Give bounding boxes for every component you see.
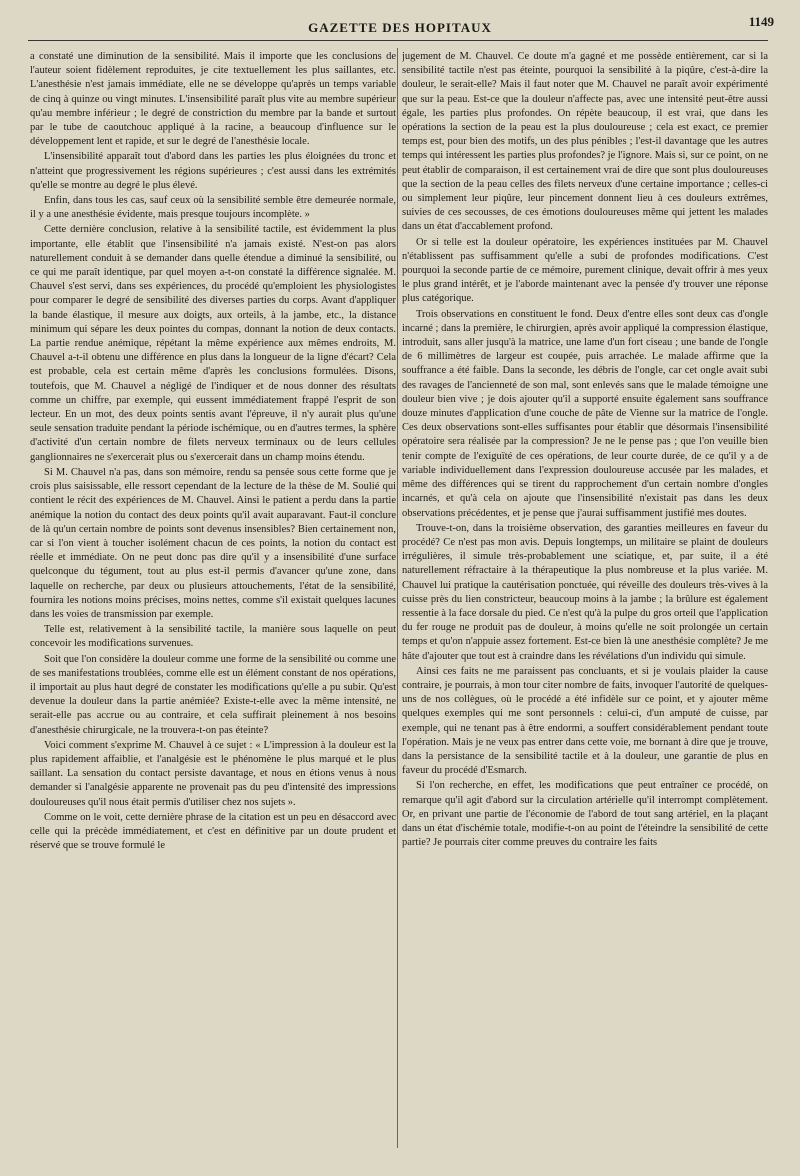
- paragraph: a constaté une diminution de la sensibilité. Mais il importe que les conclusions de l'auteur soient fidèlement reproduites, je cite textuellement les plus saillantes, etc. L'anesthésie n'est jamais immédiate, elle ne se développe qu'après un temps variable de cinq à quinze ou vingt minutes. L'insensibilité paraît plus vite au membre supérieur qu'au membre inférieur ; le degré de constriction du membre par la bande et surtout par le tube de caoutchouc appliqué à la racine, a beaucoup d'influence sur le développement lent et rapide, et sur le degré de l'anesthésie locale.: [30, 51, 396, 148]
- paragraph: Comme on le voit, cette dernière phrase de la citation est un peu en désaccord avec celle qui la précède immédiatement, et c'est en définitive par un doute prudent et réservé que se trouve formulé le: [30, 811, 396, 852]
- column-divider: [397, 48, 398, 1148]
- paragraph: Telle est, relativement à la sensibilité tactile, la manière sous laquelle on peut concevoir les modifications survenues.: [30, 624, 396, 650]
- page-number: 1149: [748, 14, 774, 29]
- paragraph: Or si telle est la douleur opératoire, les expériences instituées par M. Chauvel n'établissent pas suffisamment qu'elle a subi de profondes modifications. C'est pourquoi la seconde partie de ce mémoire, purement clinique, devait offrir à mes yeux le plus grand intérêt, et je l'aborde maintenant avec la pensée d'y trouver une réponse plus catégorique.: [402, 236, 768, 305]
- paragraph: Trois observations en constituent le fond. Deux d'entre elles sont deux cas d'ongle incarné ; dans la première, le chirurgien, après avoir appliqué la compression élastique, introduit, sans aller jusqu'à la matrice, une lame d'un fort ciseau ; une bande de l'ongle de 6 millimètres de largeur est coupée, puis arrachée. Le malade affirme que la souffrance a été faible. Dans la seconde, les débris de l'ongle, car cet ongle avait subi des ravages de l'ancienneté de son mal, sont enlevés sans que le malade témoigne une douleur bien vive ; je dois ajouter qu'il a supporté ensuite également sans souffrance douze minutes d'application d'une couche de pâte de Vienne sur la matrice de l'ongle. Ces deux observations sont-elles suffisantes pour établir que désormais l'insensibilité opératoire sera réalisée par la compression? Je ne le pense pas ; que l'on veuille bien tenir compte de l'exiguïté de ces opérations, de leur courte durée, de ce qu'il y a de variable individuellement dans l'expression douloureuse accusée par les malades, et même des différences qui se tirent du rapprochement d'un certain nombre d'ongles incarnés, et qu'à cela on ajoute que l'insensibilité n'existait pas dans les deux observations précédentes, et je pense que j'aurai suffisamment justifié mes doutes.: [402, 308, 768, 519]
- paragraph: Enfin, dans tous les cas, sauf ceux où la sensibilité semble être demeurée normale, il y a une anesthésie évidente, mais presque toujours incomplète. »: [30, 195, 396, 221]
- paragraph: Si M. Chauvel n'a pas, dans son mémoire, rendu sa pensée sous cette forme que je crois plus saisissable, elle ressort cependant de la lecture de la thèse de M. Soulié qui contient le récit des expériences de M. Chauvel. Ainsi le patient a perdu dans la partie anémique la notion du contact des deux points qu'il avait auparavant. Faut-il conclure de là qu'un certain nombre de points sont devenus insensibles? Bien certainement non, car si l'on vient à toucher isolément chacun de ces points, la notion du contact est réelle et immédiate. On ne peut donc pas dire qu'il y a insensibilité d'une surface quelconque du tégument, tout au plus est-il permis d'avancer qu'une zone, dans laquelle on recherche, par deux ou plusieurs attouchements, l'état de la sensibilité, fournira les notions moins précises, moins nettes, comme s'il existait quelques lacunes dans les voies de transmission par exemple.: [30, 466, 396, 620]
- right-column: [402, 50, 768, 1150]
- page-header: [20, 14, 780, 36]
- paragraph: jugement de M. Chauvel. Ce doute m'a gagné et me possède entièrement, car si la sensibilité tactile n'est pas éteinte, pourquoi la sensibilité à la piqûre, c'est-à-dire la douleur, le serait-elle? Mais il faut noter que M. Chauvel ne paraît avoir expérimenté que sur la peau. Est-ce que la douleur n'affecte pas, avec une intensité peut-être aussi égale, les parties plus profondes. On répète beaucoup, il est vrai, que dans les opérations la section de la peau est la plus douloureuse ; cela est exact, ce premier temps est, pour bien des motifs, un des plus pénibles ; l'est-il davantage que les autres temps qui intéressent les parties plus profondes? je l'ignore. Mais si, sur ce point, on ne peut établir de comparaison, il est certainement vrai de dire que sont plus douloureuses que la section de la peau celles des filets nerveux d'une certaine importance ; celles-ci ou simplement leur piqûre, leur pincement donnent lieu à ces douleurs extrêmes, suivies de ces secousses, de ces émotions douloureuses même qui jettent les malades dans un état d'accablement profond.: [402, 51, 768, 233]
- paragraph: Soit que l'on considère la douleur comme une forme de la sensibilité ou comme une de ses manifestations troublées, comme elle est un élément constant de nos opérations, il importait au plus haut degré de constater les modifications qu'elle a pu subir. Qu'est devenue la douleur dans la partie anémiée? Existe-t-elle avec la même intensité, ne serait-elle pas accrue ou au contraire, et cela suffirait pleinement à nos besoins d'anesthésie chirurgicale, ne la trouvera-t-on pas éteinte?: [30, 653, 396, 736]
- paragraph: Voici comment s'exprime M. Chauvel à ce sujet : « L'impression à la douleur est la plus rapidement affaiblie, et l'analgésie est le phénomène le plus marqué et le plus saillant. La sensation du contact persiste davantage, et nous en étions venus à nous demander si l'analgésie apparente ne provenait pas du peu d'intensité des impressions douloureuses qu'il nous était permis d'utiliser chez nos sujets ».: [30, 739, 396, 808]
- paragraph: Trouve-t-on, dans la troisième observation, des garanties meilleures en faveur du procédé? Ce n'est pas mon avis. Depuis longtemps, un militaire se plaint de douleurs irrégulières, il simule très-probablement une sciatique, et, par suite, il a été naturellement réfractaire à la thérapeutique la plus nombreuse et la plus variée. M. Chauvel lui pratique la cautérisation ponctuée, qui réveille des douleurs très-vives à la cuisse près du lien constricteur, beaucoup moins à la jambe ; la brûlure est également ressentie à la face dorsale du pied. Ce n'est qu'à la pulpe du gros orteil que l'application du fer rouge ne produit pas de douleur, à moins qu'elle ne soit prolongée un certain temps et qu'on n'appuie assez fortement. Est-ce bien là une anesthésie complète? Je me hâte d'ajouter que tout est à craindre dans les révélations d'un individu qui simule.: [402, 522, 768, 662]
- paragraph: Cette dernière conclusion, relative à la sensibilité tactile, est évidemment la plus importante, elle établit que l'insensibilité n'a jamais existé. N'est-on pas alors naturellement conduit à se demander dans quelle étendue a diminué la sensibilité, ou ce qui me paraît identique, par quel moyen a-t-on constaté la différence signalée. M. Chauvel s'est servi, dans ses expériences, du procédé qu'emploient les physiologistes pour comparer le degré de sensibilité des diverses parties du corps. Avant d'appliquer la bande élastique, il mesure aux doigts, aux orteils, à la jambe, etc., la distance minimum qui sépare les deux pointes du compas, donnant la notion de deux contacts. La partie rendue anémique, répétant la même expérience aux mêmes endroits, M. Chauvel a-t-il obtenu une différence en plus dans la longueur de la ligne d'écart? Cela est probable, cela est certain même d'après les conclusions formulées. Disons, toutefois, que M. Chauvel a négligé de l'indiquer et de nous donner des résultats comme un chiffre, par exemple, qui eussent immédiatement frappé l'esprit de son lecteur. En un mot, des deux points sentis avant l'épreuve, il n'y aurait plus qu'une seule sensation traduite pendant la période ischémique, ou en d'autres termes, la sphère d'activité d'un certain nombre de filets nerveux terminaux ou de leurs cellules ganglionnaires ne s'exercerait plus ou s'exercerait dans un champ moins étendu.: [30, 224, 396, 463]
- paragraph: Ainsi ces faits ne me paraissent pas concluants, et si je voulais plaider la cause contraire, je pourrais, à mon tour citer nombre de faits, invoquer l'autorité de quelques-uns de nos collègues, où le procédé a été infidèle sur ce point, et y ajouter même quelques exemples qui me sont personnels : celui-ci, d'un amputé de cuisse, par exemple, qui ne tenant pas à être endormi, a souffert considérablement pendant toute l'opération. Mais je ne veux pas entrer dans cette voie, me bornant à dire que je trouve, dans la persistance de la sensibilité tactile et à la douleur, une garantie de plus en faveur du procédé d'Esmarch.: [402, 665, 768, 777]
- left-column: [30, 50, 396, 1150]
- running-title: GAZETTE DES HOPITAUX: [308, 20, 492, 35]
- paragraph: L'insensibilité apparaît tout d'abord dans les parties les plus éloignées du tronc et n'atteint que progressivement les régions supérieures ; c'est aussi dans les extrémités qu'elle se montre au degré le plus élevé.: [30, 151, 396, 191]
- header-rule: [28, 40, 768, 41]
- paragraph: Si l'on recherche, en effet, les modifications que peut entraîner ce procédé, on remarque qu'il agit d'abord sur la circulation artérielle qu'il interrompt complètement. Or, en privant une partie de l'économie de l'abord de tout sang artériel, en la plaçant dans un état d'ischémie totale, modifie-t-on au point de l'éteindre la sensibilité de cette partie? Je pourrais citer comme preuves du contraire les faits: [402, 780, 768, 849]
